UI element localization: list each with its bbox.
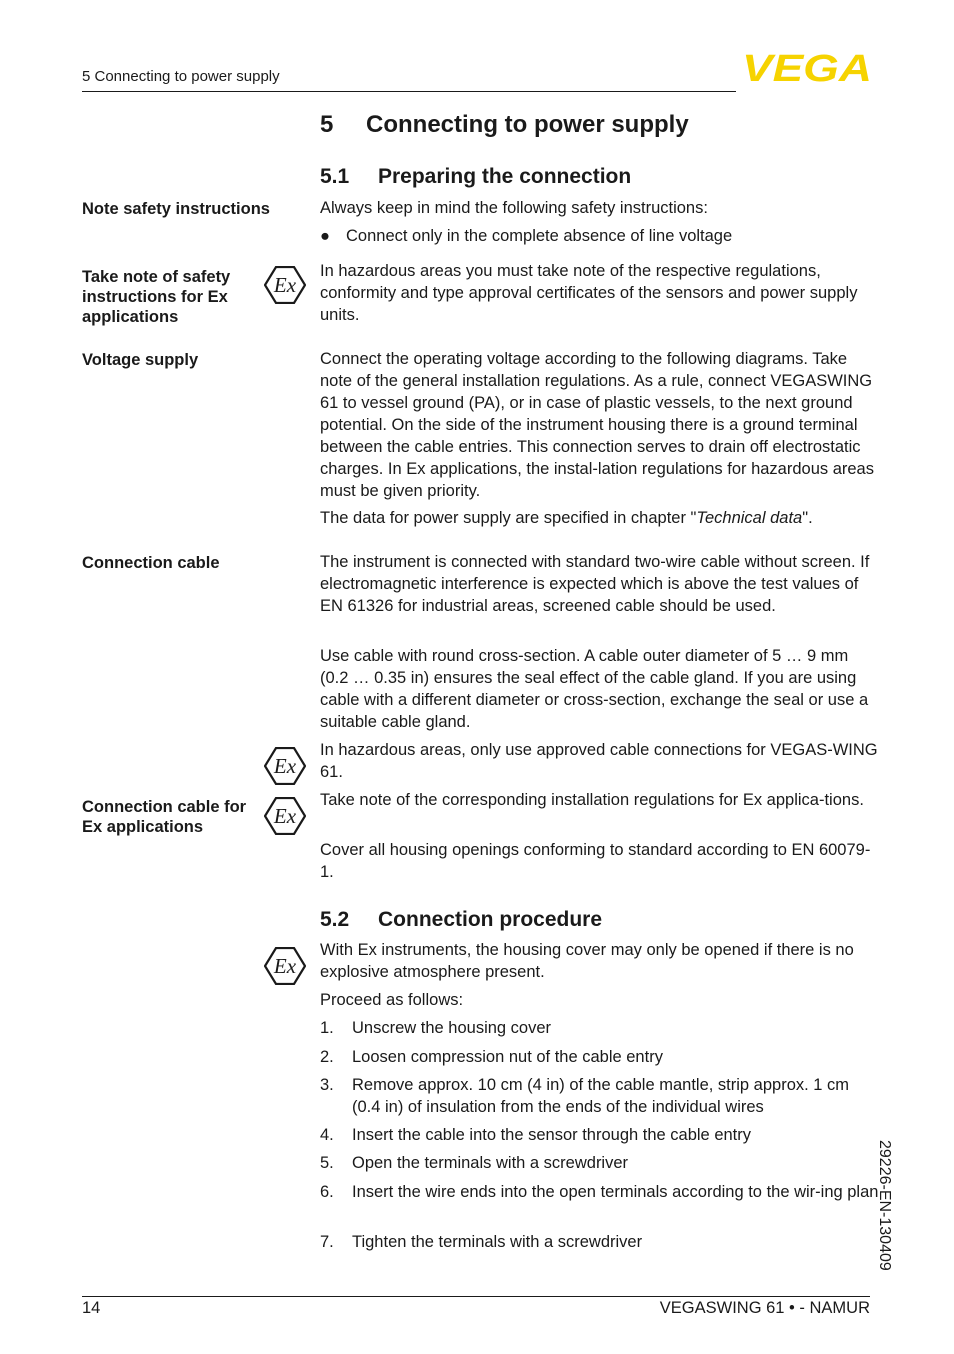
vega-logo: [742, 50, 872, 84]
step-text: Open the terminals with a screwdriver: [352, 1154, 629, 1172]
ex-hazard-icon: [264, 266, 306, 304]
step-number: 3.: [320, 1076, 334, 1094]
svg-text:Ex: Ex: [273, 273, 297, 297]
paragraph-voltage: Connect the operating voltage according to the following diagrams. Take note of the general installation regulations. As a rule, connect VEGASWING 61 to vessel ground (PA), or in case of plastic vessels, to the next ground potential. On the side of the instrument housing there is a ground terminal between the cable entries. This connection serves to drain off electrostatic charges. In Ex applications, the instal-lation regulations for hazardous areas must be given priority.: [320, 350, 874, 500]
side-label-voltage: Voltage supply: [82, 351, 199, 369]
ex-hazard-icon: [264, 797, 306, 835]
paragraph-cable-1: The instrument is connected with standard two-wire cable without screen. If electromagnetic interference is expected which is above the test values of EN 61326 for industrial areas, screened cable should be used.: [320, 553, 870, 615]
logo-text: VEGA: [742, 50, 872, 84]
step-number: 1.: [320, 1019, 334, 1037]
step-text: Unscrew the housing cover: [352, 1019, 552, 1037]
paragraph-proceed: Proceed as follows:: [320, 991, 464, 1009]
bullet-item: [320, 225, 732, 247]
chapter-title-text: Connecting to power supply: [366, 111, 689, 138]
paragraph-proc-ex: With Ex instruments, the housing cover may only be opened if there is no explosive atmosphere present.: [320, 941, 854, 981]
section-heading-5-2: [320, 908, 602, 932]
side-label-ex-safety: Take note of safety instructions for Ex applications: [82, 268, 231, 326]
section-number: 5.2: [320, 908, 350, 931]
product-name: VEGASWING 61 • - NAMUR: [659, 1299, 870, 1317]
paragraph-cable-ex-2: Take note of the corresponding installation regulations for Ex applica-tions.: [320, 791, 864, 809]
data-text-post: ".: [802, 509, 813, 527]
running-header: 5 Connecting to power supply: [82, 68, 280, 85]
paragraph-cable-ex-3: Cover all housing openings conforming to standard according to EN 60079-1.: [320, 841, 871, 881]
section-title: Preparing the connection: [378, 165, 632, 188]
svg-text:Ex: Ex: [273, 954, 297, 978]
document-number: 29226-EN-130409: [876, 1140, 893, 1271]
svg-text:Ex: Ex: [273, 754, 297, 778]
side-label-note-safety: Note safety instructions: [82, 200, 270, 218]
paragraph-data: [320, 507, 880, 529]
step-text: Tighten the terminals with a screwdriver: [352, 1233, 643, 1251]
chapter-title: [320, 111, 689, 139]
bullet-dot: ●: [320, 227, 330, 245]
section-title: Connection procedure: [378, 908, 603, 931]
header-rule: [82, 91, 736, 92]
section-heading-5-1: [320, 165, 631, 189]
data-text-pre: The data for power supply are specified in chapter ": [320, 509, 697, 527]
side-label-cable-ex: Connection cable for Ex applications: [82, 798, 247, 836]
ex-hazard-icon: [264, 747, 306, 785]
paragraph-always: Always keep in mind the following safety instructions:: [320, 199, 708, 217]
step-number: 6.: [320, 1183, 334, 1201]
paragraph-cable-2: Use cable with round cross-section. A cable outer diameter of 5 … 9 mm (0.2 … 0.35 in) ensures the seal effect of the cable gland. If you are using cable with a different diameter or cross-section, exchange the seal or use a suitable cable gland.: [320, 647, 869, 731]
chapter-reference: Technical data: [696, 509, 803, 527]
step-number: 5.: [320, 1154, 334, 1172]
step-text: Remove approx. 10 cm (4 in) of the cable mantle, strip approx. 1 cm (0.4 in) of insulation from the ends of the individual wires: [352, 1076, 850, 1116]
page-number: 14: [82, 1299, 101, 1317]
bullet-text: Connect only in the complete absence of line voltage: [346, 227, 733, 245]
footer-rule: [82, 1296, 870, 1297]
section-number: 5.1: [320, 165, 350, 188]
side-label-cable: Connection cable: [82, 554, 220, 572]
paragraph-cable-ex-1: In hazardous areas, only use approved cable connections for VEGAS-WING 61.: [320, 741, 878, 781]
step-text: Loosen compression nut of the cable entry: [352, 1048, 663, 1066]
step-text: Insert the wire ends into the open terminals according to the wir-ing plan: [352, 1183, 879, 1201]
step-number: 7.: [320, 1233, 334, 1251]
chapter-number: 5: [320, 111, 334, 138]
step-number: 2.: [320, 1048, 334, 1066]
step-text: Insert the cable into the sensor through the cable entry: [352, 1126, 751, 1144]
ex-hazard-icon: [264, 947, 306, 985]
paragraph-hazard: In hazardous areas you must take note of the respective regulations, conformity and type approval certificates of the sensors and power supply units.: [320, 262, 858, 324]
svg-text:Ex: Ex: [273, 804, 297, 828]
step-number: 4.: [320, 1126, 334, 1144]
